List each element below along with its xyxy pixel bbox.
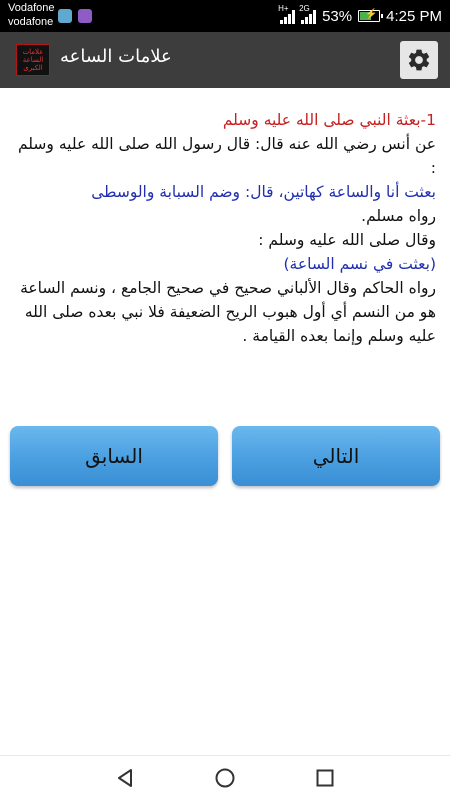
hadith-text-1: بعثت أنا والساعة كهاتين، قال: وضم السبابة والوسطى	[91, 183, 436, 201]
app-title: علامات الساعه	[60, 46, 172, 67]
settings-button[interactable]	[400, 41, 438, 79]
system-navigation-bar	[0, 755, 450, 800]
source-note-1: رواه مسلم.	[361, 207, 436, 225]
status-right	[280, 0, 442, 32]
hadith-text-2: (بعثت في نسم الساعة)	[283, 255, 436, 273]
hadith-content	[14, 108, 436, 348]
home-icon[interactable]	[214, 767, 236, 789]
notification-icons	[58, 9, 92, 23]
signal-h-plus-icon: H+	[280, 8, 295, 24]
app-bar	[0, 32, 450, 88]
section-heading: 1-بعثة النبي صلى الله عليه وسلم	[222, 111, 436, 129]
narration-intro: عن أنس رضي الله عنه قال: قال رسول الله صلى الله عليه وسلم :	[17, 135, 436, 177]
explanation-paragraph: رواه الحاكم وقال الألباني صحيح في صحيح الجامع ، ونسم الساعة هو من النسم أي أول هبوب الريح الضعيفة فلا نبي بعده صلى الله عليه وسلم وإنما بعده القيامة .	[20, 279, 436, 345]
carrier-labels	[8, 1, 55, 29]
battery-percent: 53%	[322, 7, 353, 25]
back-icon[interactable]	[114, 767, 136, 789]
gear-icon	[406, 47, 432, 73]
app-logo-text: علامات الساعة الكبرى	[22, 48, 44, 72]
app-notification-icon	[78, 9, 92, 23]
app-logo	[16, 44, 50, 76]
recent-apps-icon[interactable]	[314, 767, 336, 789]
battery-icon: ⚡	[358, 10, 380, 22]
android-notification-icon	[58, 9, 72, 23]
narration-intro-2: وقال صلى الله عليه وسلم :	[258, 231, 436, 249]
carrier-1: Vodafone	[8, 2, 55, 14]
carrier-2: vodafone	[8, 16, 54, 28]
previous-button[interactable]: السابق	[10, 426, 218, 486]
status-bar	[0, 0, 450, 32]
signal-2g-icon: 2G	[301, 8, 316, 24]
next-button[interactable]: التالي	[232, 426, 440, 486]
clock: 4:25 PM	[386, 7, 442, 25]
